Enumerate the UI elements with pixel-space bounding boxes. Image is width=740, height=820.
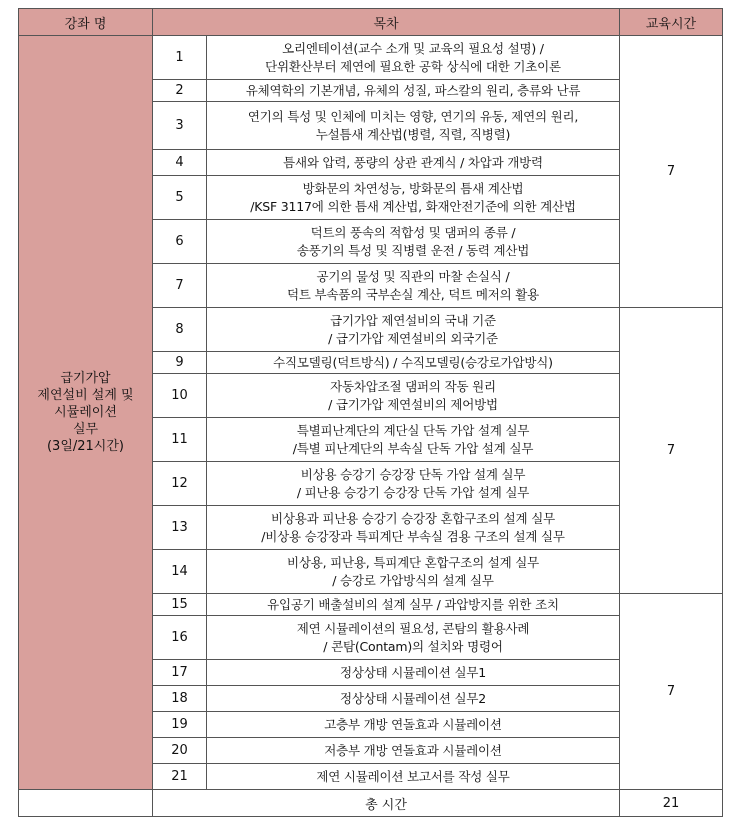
session-number: 5 xyxy=(153,176,207,220)
course-name-line: 실무 xyxy=(72,422,99,437)
session-number: 17 xyxy=(153,660,207,686)
session-topic xyxy=(207,764,620,790)
session-topic-line: 유체역학의 기본개념, 유체의 성질, 파스칼의 원리, 층류와 난류 xyxy=(245,82,581,98)
session-number: 3 xyxy=(153,102,207,150)
session-topic xyxy=(207,102,620,150)
total-value: 21 xyxy=(620,790,723,817)
session-number: 1 xyxy=(153,36,207,80)
session-topic-line: /KSF 3117에 의한 틈새 계산법, 화재안전기준에 의한 계산법 xyxy=(250,198,576,214)
header-row xyxy=(19,9,723,36)
session-topic-line: 오리엔테이션(교수 소개 및 교육의 필요성 설명) / xyxy=(282,40,544,56)
session-number: 11 xyxy=(153,418,207,462)
session-topic xyxy=(207,418,620,462)
session-number: 16 xyxy=(153,616,207,660)
course-name-line: (3일/21시간) xyxy=(46,439,124,454)
session-number: 20 xyxy=(153,738,207,764)
session-topic xyxy=(207,594,620,616)
session-topic xyxy=(207,220,620,264)
course-name-line: 시뮬레이션 xyxy=(54,405,117,420)
session-topic-line: / 급기가압 제연설비의 제어방법 xyxy=(328,396,498,412)
curriculum-table xyxy=(18,8,723,817)
session-topic xyxy=(207,686,620,712)
session-topic-line: 누설틈새 계산법(병렬, 직렬, 직병렬) xyxy=(315,126,511,142)
session-topic xyxy=(207,374,620,418)
header-course-name: 강좌 명 xyxy=(19,9,153,36)
session-topic-line: / 피난용 승강기 승강장 단독 가압 설계 실무 xyxy=(296,484,530,500)
session-topic-line: 급기가압 제연설비의 국내 기준 xyxy=(330,312,496,328)
session-number: 8 xyxy=(153,308,207,352)
session-topic-line: 틈새와 압력, 풍량의 상관 관계식 / 차압과 개방력 xyxy=(283,154,543,170)
day-hours: 7 xyxy=(620,308,723,594)
session-number: 21 xyxy=(153,764,207,790)
session-number: 6 xyxy=(153,220,207,264)
session-topic xyxy=(207,738,620,764)
session-topic xyxy=(207,264,620,308)
session-topic-line: / 급기가압 제연설비의 외국기준 xyxy=(328,330,498,346)
session-topic-line: 제연 시뮬레이션의 필요성, 콘탐의 활용사례 xyxy=(296,620,530,636)
session-topic-line: 비상용과 피난용 승강기 승강장 혼합구조의 설계 실무 xyxy=(271,510,555,526)
total-row xyxy=(19,790,723,817)
session-topic xyxy=(207,712,620,738)
session-number: 10 xyxy=(153,374,207,418)
session-topic-line: 연기의 특성 및 인체에 미치는 영향, 연기의 유동, 제연의 원리, xyxy=(247,108,579,124)
total-blank-cell xyxy=(19,790,153,817)
session-number: 2 xyxy=(153,80,207,102)
session-topic-line: 특별피난계단의 계단실 단독 가압 설계 실무 xyxy=(296,422,530,438)
session-topic-line: / 승강로 가압방식의 설계 실무 xyxy=(332,572,494,588)
table-row xyxy=(19,36,723,80)
session-topic-line: 자동차압조절 댐퍼의 작동 원리 xyxy=(330,378,496,394)
course-name-line: 급기가압 xyxy=(60,371,111,386)
session-number: 15 xyxy=(153,594,207,616)
session-topic xyxy=(207,506,620,550)
session-topic-line: 단위환산부터 제연에 필요한 공학 상식에 대한 기초이론 xyxy=(265,58,561,74)
session-number: 19 xyxy=(153,712,207,738)
header-hours: 교육시간 xyxy=(620,9,723,36)
session-topic-line: 유입공기 배출설비의 설계 실무 / 과압방지를 위한 조치 xyxy=(267,596,559,612)
session-topic-line: 저층부 개방 연돌효과 시뮬레이션 xyxy=(324,742,502,758)
session-topic-line: / 콘탐(Contam)의 설치와 명령어 xyxy=(323,638,503,654)
total-label: 총 시간 xyxy=(153,790,620,817)
course-name-cell xyxy=(19,36,153,790)
session-topic-line: 비상용 승강기 승강장 단독 가압 설계 실무 xyxy=(300,466,526,482)
session-topic xyxy=(207,462,620,506)
session-topic-line: 정상상태 시뮬레이션 실무2 xyxy=(340,690,486,706)
session-topic-line: 정상상태 시뮬레이션 실무1 xyxy=(340,664,486,680)
session-topic-line: 고층부 개방 연돌효과 시뮬레이션 xyxy=(324,716,502,732)
session-topic-line: 수직모델링(덕트방식) / 수직모델링(승강로가압방식) xyxy=(273,354,553,370)
session-topic-line: 덕트의 풍속의 적합성 및 댐퍼의 종류 / xyxy=(310,224,516,240)
day-hours: 7 xyxy=(620,594,723,790)
session-topic-line: 덕트 부속품의 국부손실 계산, 덕트 메저의 활용 xyxy=(286,286,540,302)
session-topic-line: 방화문의 차연성능, 방화문의 틈새 계산법 xyxy=(302,180,524,196)
header-contents: 목차 xyxy=(153,9,620,36)
session-topic xyxy=(207,616,620,660)
session-topic xyxy=(207,150,620,176)
session-topic xyxy=(207,660,620,686)
session-number: 9 xyxy=(153,352,207,374)
session-topic-line: 송풍기의 특성 및 직병렬 운전 / 동력 계산법 xyxy=(296,242,530,258)
session-number: 14 xyxy=(153,550,207,594)
session-topic xyxy=(207,308,620,352)
session-number: 4 xyxy=(153,150,207,176)
session-topic xyxy=(207,36,620,80)
session-topic-line: 제연 시뮬레이션 보고서를 작성 실무 xyxy=(316,768,510,784)
session-topic-line: 비상용, 피난용, 특피계단 혼합구조의 설계 실무 xyxy=(286,554,540,570)
session-topic-line: /특별 피난계단의 부속실 단독 가압 설계 실무 xyxy=(292,440,534,456)
session-topic-line: /비상용 승강장과 특피계단 부속실 겸용 구조의 설계 실무 xyxy=(261,528,565,544)
session-number: 7 xyxy=(153,264,207,308)
session-number: 13 xyxy=(153,506,207,550)
course-name-line: 제연설비 설계 및 xyxy=(37,388,134,403)
session-topic xyxy=(207,176,620,220)
session-number: 18 xyxy=(153,686,207,712)
session-topic-line: 공기의 물성 및 직관의 마찰 손실식 / xyxy=(316,268,510,284)
day-hours: 7 xyxy=(620,36,723,308)
session-topic xyxy=(207,80,620,102)
session-topic xyxy=(207,550,620,594)
session-number: 12 xyxy=(153,462,207,506)
session-topic xyxy=(207,352,620,374)
